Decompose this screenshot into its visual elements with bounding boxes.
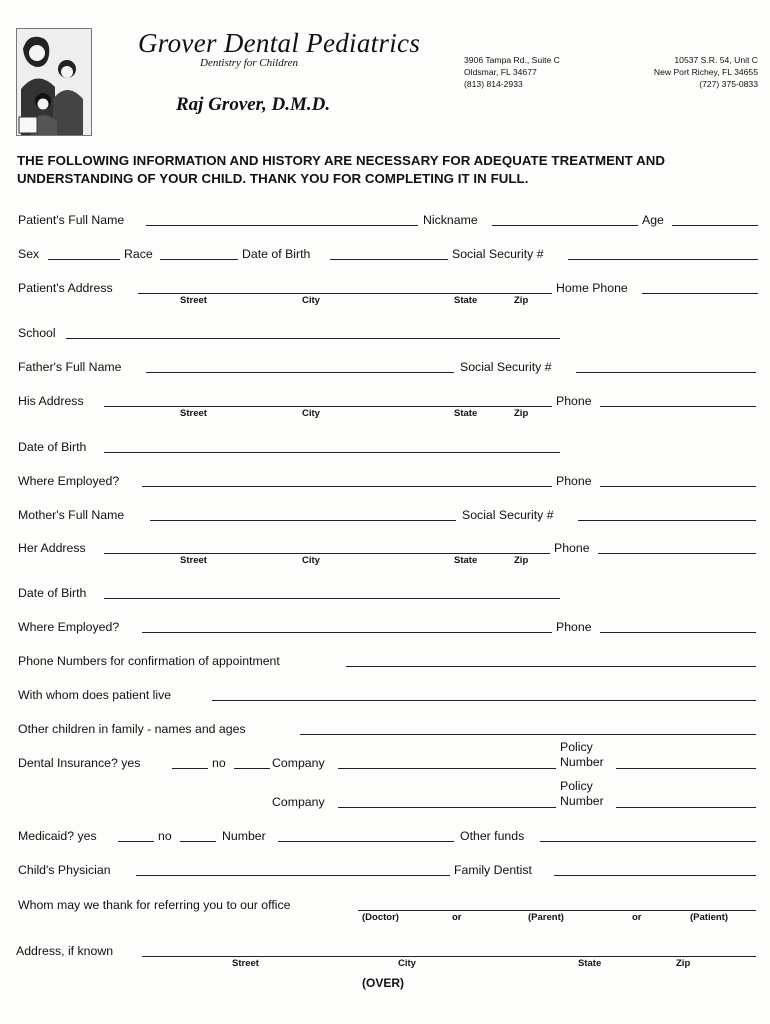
patient-dob-field[interactable]: [330, 259, 448, 260]
mother-ssn-field[interactable]: [578, 520, 756, 521]
mother-name-field[interactable]: [150, 520, 456, 521]
family-dentist-field[interactable]: [554, 875, 756, 876]
physician-label: Child's Physician: [18, 863, 111, 877]
race-field[interactable]: [160, 259, 238, 260]
father-city-sublabel: City: [302, 408, 320, 419]
school-field[interactable]: [66, 338, 560, 339]
office-right-street: 10537 S.R. 54, Unit C: [674, 55, 758, 65]
father-phone-field[interactable]: [600, 406, 756, 407]
father-work-phone-label: Phone: [556, 474, 592, 488]
insurance-company-2-label: Company: [272, 795, 325, 809]
medicaid-no-label: no: [158, 829, 172, 843]
father-address-label: His Address: [18, 394, 84, 408]
referral-label: Whom may we thank for referring you to our office: [18, 898, 291, 912]
father-dob-label: Date of Birth: [18, 440, 87, 454]
insurance-no-field[interactable]: [234, 768, 270, 769]
family-dentist-label: Family Dentist: [454, 863, 532, 877]
practice-logo-image: [16, 28, 92, 136]
patient-city-sublabel: City: [302, 295, 320, 306]
over-page-note: (OVER): [362, 976, 404, 990]
policy-number-field[interactable]: [616, 768, 756, 769]
referral-parent-sublabel: (Parent): [528, 912, 564, 923]
insurance-yes-label: Dental Insurance? yes: [18, 756, 141, 770]
office-left-street: 3906 Tampa Rd., Suite C: [464, 55, 560, 65]
father-ssn-label: Social Security #: [460, 360, 552, 374]
patient-ssn-field[interactable]: [568, 259, 758, 260]
home-phone-field[interactable]: [642, 293, 758, 294]
physician-field[interactable]: [136, 875, 450, 876]
referral-patient-sublabel: (Patient): [690, 912, 728, 923]
other-funds-label: Other funds: [460, 829, 525, 843]
patient-name-label: Patient's Full Name: [18, 213, 125, 227]
policy-number-2-field[interactable]: [616, 807, 756, 808]
sex-field[interactable]: [48, 259, 120, 260]
mother-state-sublabel: State: [454, 555, 478, 566]
other-children-field[interactable]: [300, 734, 756, 735]
nickname-label: Nickname: [423, 213, 478, 227]
mother-ssn-label: Social Security #: [462, 508, 554, 522]
confirmation-phone-field[interactable]: [346, 666, 756, 667]
father-name-field[interactable]: [146, 372, 454, 373]
father-phone-label: Phone: [556, 394, 592, 408]
mother-employer-label: Where Employed?: [18, 620, 120, 634]
lives-with-label: With whom does patient live: [18, 688, 172, 702]
number-label-text: Number: [560, 755, 604, 769]
referral-or-2-sublabel: or: [632, 912, 642, 923]
mother-dob-field[interactable]: [104, 598, 560, 599]
practice-name: Grover Dental Pediatrics: [138, 28, 421, 58]
father-ssn-field[interactable]: [576, 372, 756, 373]
medicaid-number-field[interactable]: [278, 841, 454, 842]
policy-number-2-label: [560, 779, 604, 809]
mother-employer-field[interactable]: [142, 632, 552, 633]
nickname-field[interactable]: [492, 225, 638, 226]
mother-phone-field[interactable]: [598, 553, 756, 554]
father-work-phone-field[interactable]: [600, 486, 756, 487]
office-left-city: Oldsmar, FL 34677: [464, 67, 537, 77]
policy-label-text: Policy: [560, 740, 593, 754]
referral-doctor-sublabel: (Doctor): [362, 912, 399, 923]
mother-address-field[interactable]: [104, 553, 550, 554]
policy-number-label: [560, 740, 604, 770]
mother-name-label: Mother's Full Name: [18, 508, 125, 522]
referral-address-field[interactable]: [142, 956, 756, 957]
other-funds-field[interactable]: [540, 841, 756, 842]
insurance-company-field[interactable]: [338, 768, 556, 769]
mother-city-sublabel: City: [302, 555, 320, 566]
office-left-phone: (813) 814-2933: [464, 79, 523, 89]
insurance-company-label: Company: [272, 756, 325, 770]
medicaid-yes-field[interactable]: [118, 841, 154, 842]
school-label: School: [18, 326, 56, 340]
father-state-sublabel: State: [454, 408, 478, 419]
sex-label: Sex: [18, 247, 40, 261]
practice-tagline: Dentistry for Children: [200, 57, 298, 69]
mother-dob-label: Date of Birth: [18, 586, 87, 600]
insurance-no-label: no: [212, 756, 226, 770]
referral-city-sublabel: City: [398, 958, 416, 969]
patient-dob-label: Date of Birth: [242, 247, 311, 261]
office-address-oldsmar: [464, 54, 560, 90]
patient-name-field[interactable]: [146, 225, 418, 226]
patient-address-field[interactable]: [138, 293, 552, 294]
age-field[interactable]: [672, 225, 758, 226]
referral-field[interactable]: [358, 910, 756, 911]
office-right-city: New Port Richey, FL 34655: [653, 67, 758, 77]
father-employer-label: Where Employed?: [18, 474, 120, 488]
father-zip-sublabel: Zip: [514, 408, 529, 419]
referral-address-label: Address, if known: [16, 944, 114, 958]
race-label: Race: [124, 247, 153, 261]
doctor-name: Raj Grover, D.M.D.: [176, 94, 331, 115]
office-address-new-port-richey: [654, 54, 758, 90]
medicaid-number-label: Number: [222, 829, 266, 843]
referral-zip-sublabel: Zip: [676, 958, 691, 969]
medicaid-yes-label: Medicaid? yes: [18, 829, 97, 843]
referral-state-sublabel: State: [578, 958, 602, 969]
father-address-field[interactable]: [104, 406, 552, 407]
home-phone-label: Home Phone: [556, 281, 628, 295]
mother-street-sublabel: Street: [180, 555, 207, 566]
patient-street-sublabel: Street: [180, 295, 207, 306]
medicaid-no-field[interactable]: [180, 841, 216, 842]
father-street-sublabel: Street: [180, 408, 207, 419]
referral-or-1-sublabel: or: [452, 912, 462, 923]
insurance-yes-field[interactable]: [172, 768, 208, 769]
mother-work-phone-label: Phone: [556, 620, 592, 634]
patient-zip-sublabel: Zip: [514, 295, 529, 306]
lives-with-field[interactable]: [212, 700, 756, 701]
father-employer-field[interactable]: [142, 486, 552, 487]
patient-state-sublabel: State: [454, 295, 478, 306]
insurance-company-2-field[interactable]: [338, 807, 556, 808]
number-2-label-text: Number: [560, 794, 604, 808]
age-label: Age: [642, 213, 664, 227]
referral-street-sublabel: Street: [232, 958, 259, 969]
other-children-label: Other children in family - names and ages: [18, 722, 246, 736]
intro-instructions: THE FOLLOWING INFORMATION AND HISTORY ARE NECESSARY FOR ADEQUATE TREATMENT AND UNDERSTANDING OF YOUR CHILD. THANK YOU FOR COMPLETING IT IN FULL.: [17, 153, 666, 186]
patient-address-label: Patient's Address: [18, 281, 113, 295]
mother-work-phone-field[interactable]: [600, 632, 756, 633]
father-dob-field[interactable]: [104, 452, 560, 453]
mother-zip-sublabel: Zip: [514, 555, 529, 566]
policy-2-label-text: Policy: [560, 779, 593, 793]
patient-ssn-label: Social Security #: [452, 247, 544, 261]
office-right-phone: (727) 375-0833: [699, 79, 758, 89]
father-name-label: Father's Full Name: [18, 360, 122, 374]
mother-phone-label: Phone: [554, 541, 590, 555]
mother-address-label: Her Address: [18, 541, 86, 555]
confirmation-phone-label: Phone Numbers for confirmation of appointment: [18, 654, 280, 668]
